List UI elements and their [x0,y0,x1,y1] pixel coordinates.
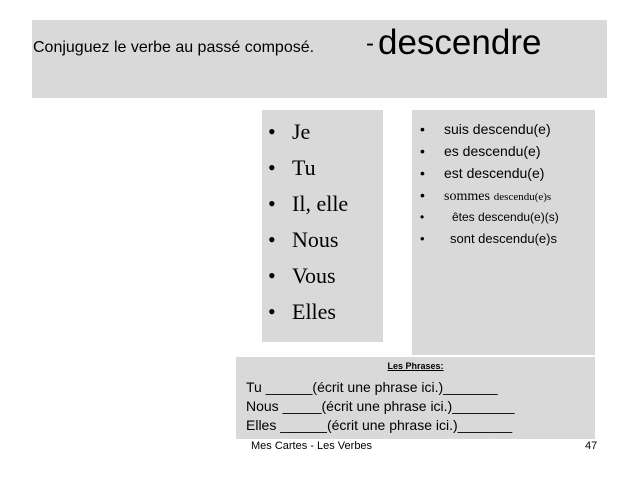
page-number: 47 [585,440,598,452]
phrase-line-elles: Elles ______(écrit une phrase ici.)_______ [246,417,513,433]
bullet-icon: • [420,187,425,203]
pronoun-item [268,222,348,258]
conjugation-item [420,184,559,206]
conjugation-participle: descendu(e)s [493,191,552,203]
bullet-icon: • [268,155,276,180]
phrases-box [236,357,595,439]
conjugation-item [420,140,559,162]
bullet-icon: • [420,210,425,224]
bullet-icon: • [420,143,425,159]
pronoun-label: Vous [292,263,336,288]
pronoun-label: Il, elle [292,191,349,216]
phrase-line-nous: Nous _____(écrit une phrase ici.)________ [246,398,515,414]
footer-title: Mes Cartes - Les Verbes [251,440,373,452]
conjugation-box [412,110,595,355]
bullet-icon: • [420,165,425,181]
pronoun-item [268,294,348,330]
bullet-icon: • [268,227,276,252]
pronoun-box [262,110,383,342]
bullet-icon: • [268,191,276,216]
conjugation-text: es descendu(e) [444,143,541,159]
pronoun-label: Je [292,119,311,144]
phrases-heading: Les Phrases: [387,361,444,371]
conjugation-list [420,118,559,250]
pronoun-label: Elles [292,299,336,324]
title-dash: - [366,30,374,57]
bullet-icon: • [268,263,276,288]
title-verb: descendre [378,23,542,62]
pronoun-label: Tu [292,155,316,180]
pronoun-item [268,150,348,186]
pronoun-list [268,114,348,330]
conjugation-text: êtes descendu(e)(s) [452,210,559,224]
bullet-icon: • [268,119,276,144]
conjugation-item [420,118,559,140]
pronoun-item [268,258,348,294]
conjugation-item [420,228,559,250]
pronoun-label: Nous [292,227,339,252]
conjugation-item [420,162,559,184]
title-instruction: Conjuguez le verbe au passé composé. [33,39,315,56]
phrase-line-tu: Tu ______(écrit une phrase ici.)_______ [246,379,498,395]
pronoun-item [268,186,348,222]
pronoun-item [268,114,348,150]
conjugation-item [420,206,559,228]
conjugation-text: est descendu(e) [444,165,545,181]
conjugation-text: sont descendu(e)s [450,231,557,246]
bullet-icon: • [420,231,425,246]
conjugation-auxiliary: sommes [444,189,490,204]
bullet-icon: • [420,121,425,137]
bullet-icon: • [268,299,276,324]
conjugation-text: suis descendu(e) [444,121,551,137]
